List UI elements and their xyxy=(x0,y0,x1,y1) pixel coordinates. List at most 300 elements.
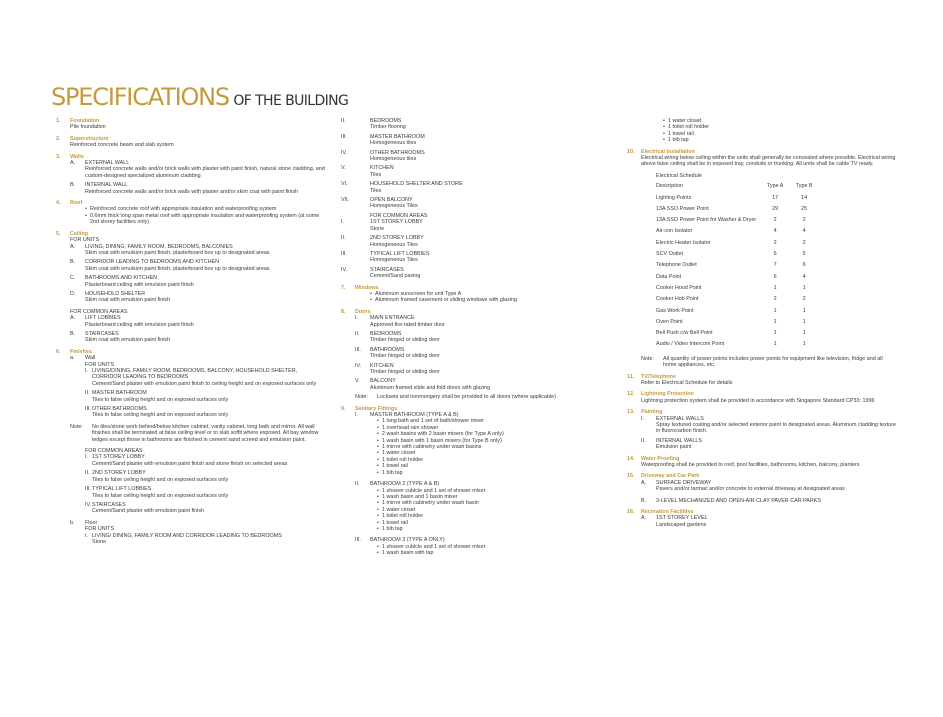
item-letter: A. xyxy=(70,315,76,322)
page-title xyxy=(51,83,348,111)
note-body: Locksets and ironmongery shall be provided to all doors (where applicable) xyxy=(377,394,556,401)
group-label: FOR COMMON AREAS xyxy=(85,448,143,455)
row-description: Telephone Outlet xyxy=(656,262,697,269)
item-body: Stone xyxy=(92,538,107,545)
group-label: FOR UNITS xyxy=(85,526,115,533)
section-lightning-protection xyxy=(627,391,897,404)
row-description: 13A SSO Power Point xyxy=(656,205,709,212)
row-type-a: 6 xyxy=(773,251,777,258)
item-heading: Floor xyxy=(85,519,98,526)
row-type-b: 5 xyxy=(802,251,806,258)
item-body: Skim coat with emulsion paint finish xyxy=(85,337,171,344)
table-header-row xyxy=(656,181,814,192)
section-number: 2. xyxy=(56,135,61,142)
item-number: III. xyxy=(341,133,347,140)
row-description: SCV Outlet xyxy=(656,251,683,258)
row-description: Data Point xyxy=(656,273,682,280)
item-heading: BALCONY xyxy=(370,378,396,385)
item-number: I. xyxy=(355,412,358,419)
row-type-b: 2 xyxy=(802,217,806,224)
item-body: Timber flooring xyxy=(370,124,406,131)
item-heading: HOUSEHOLD SHELTER xyxy=(85,290,146,297)
section-walls xyxy=(56,154,326,195)
item-body: Aluminum framed slide and fold doors with glazing xyxy=(370,384,491,391)
sub-item xyxy=(341,235,606,248)
table-row xyxy=(656,317,814,328)
row-description: Oven Point xyxy=(656,318,683,325)
bullet-list xyxy=(377,488,606,533)
item-heading: KITCHEN xyxy=(370,165,394,172)
item-body: Homogeneous Tiles xyxy=(370,257,418,264)
item-number: IV. xyxy=(85,501,92,508)
item-body: Landscaped gardens xyxy=(656,521,707,528)
item-number: II. xyxy=(341,235,346,242)
spec-item xyxy=(627,498,897,504)
spec-item xyxy=(341,363,606,376)
item-number: IV. xyxy=(341,266,348,273)
section-doors xyxy=(341,309,606,401)
section-title: Painting xyxy=(641,409,663,416)
schedule-title: Electrical Schedule xyxy=(656,172,702,179)
list-item: • 1 toilet roll holder xyxy=(377,513,606,519)
spec-item xyxy=(341,331,606,344)
item-body: Cement/Sand paving xyxy=(370,273,421,280)
item-body: Tiles to false ceiling height and on exposed surfaces only xyxy=(92,412,229,419)
section-body: Reinforced concrete beam and slab system xyxy=(70,142,174,149)
section-number: 16. xyxy=(627,509,635,516)
sub-item xyxy=(56,406,326,419)
section-superstructure xyxy=(56,136,326,149)
section-title: Superstructure xyxy=(70,135,109,142)
bullet-list xyxy=(377,544,606,557)
list-item: • Aluminum framed casement or sliding windows with glazing xyxy=(370,297,606,303)
row-type-a: 2 xyxy=(773,217,777,224)
item-body: Approved fire-rated timber door xyxy=(370,321,445,328)
spec-item xyxy=(56,160,326,179)
item-number: II. xyxy=(355,481,360,488)
row-type-a: 7 xyxy=(773,262,777,269)
item-number: IV. xyxy=(341,149,348,156)
bullet-list-continued xyxy=(663,118,897,144)
sub-item xyxy=(341,118,606,131)
section-number: 12. xyxy=(627,391,635,398)
list-item: • 1 toilet roll holder xyxy=(663,124,897,130)
item-heading: MASTER BATHROOM xyxy=(370,133,425,140)
electrical-schedule-table xyxy=(656,181,814,350)
row-type-b: 25 xyxy=(801,205,808,212)
section-finishes xyxy=(56,349,326,546)
item-heading: BEDROOMS xyxy=(370,330,402,337)
section-number: 5. xyxy=(56,230,61,237)
item-heading: BATHROOMS xyxy=(370,346,405,353)
item-heading: BATHROOM 3 (TYPE A ONLY) xyxy=(370,537,445,544)
item-heading: OTHER BATHROOMS xyxy=(370,149,425,156)
section-windows xyxy=(341,285,606,304)
item-number: I. xyxy=(85,368,88,374)
section-title: Roof xyxy=(70,200,83,207)
bullet-list xyxy=(370,291,606,304)
sub-item xyxy=(56,486,326,499)
list-item: • Reinforced concrete roof with appropriate insulation and waterproofing system xyxy=(85,206,326,212)
row-description: 13A SSO Power Point for Washer & Dryer xyxy=(656,217,757,224)
row-type-b: 6 xyxy=(802,262,806,269)
row-description: Lighting Points xyxy=(656,194,692,201)
item-heading: STAIRCASES xyxy=(85,330,119,337)
note xyxy=(56,424,326,443)
item-body: Cement/Sand plaster with emulsion paint finish xyxy=(92,508,205,515)
spec-item xyxy=(341,315,606,328)
section-title: Finishes xyxy=(70,348,92,355)
item-heading: OPEN BALCONY xyxy=(370,197,413,204)
column-2 xyxy=(341,118,606,557)
item-body: Tiles to false ceiling height and on exposed surfaces only xyxy=(92,492,229,499)
list-item: • 1 water closet xyxy=(377,450,606,456)
item-body: Tiles to false ceiling height and on exposed surfaces only xyxy=(92,476,229,483)
item-number: I. xyxy=(641,415,644,422)
row-type-a: 29 xyxy=(772,205,779,212)
item-heading: 1ST STOREY LEVEL xyxy=(656,515,708,522)
sub-item xyxy=(56,368,326,387)
column-3 xyxy=(627,118,897,528)
item-heading: 2ND STOREY LOBBY xyxy=(92,470,146,477)
bullet-list xyxy=(377,418,606,476)
sub-item xyxy=(341,150,606,163)
sub-item xyxy=(56,454,326,467)
note-label: Note: xyxy=(70,423,83,430)
row-type-a: 1 xyxy=(773,330,777,337)
list-item: • 1 towel rail xyxy=(377,463,606,469)
section-number: 9. xyxy=(341,405,346,412)
item-body: Homogeneous tiles xyxy=(370,140,417,147)
item-number: V. xyxy=(355,378,360,385)
item-letter: D. xyxy=(70,290,76,297)
table-row xyxy=(656,204,814,215)
note-body: No tiles/stone work behind/below kitchen cabinet, vanity cabinet, long bath and mirror. All wall finishes shall be terminated at false ceiling level or to slab soffit where exposed. All bay window ledges except those in bathrooms are finished in cement sand screed and emulsion paint. xyxy=(92,423,319,443)
row-description: Bell Push c/w Bell Point xyxy=(656,330,713,337)
group-label: FOR COMMON AREAS xyxy=(370,212,428,219)
spec-item xyxy=(56,259,326,272)
item-number: VI. xyxy=(341,181,348,188)
item-number: II. xyxy=(85,470,90,477)
item-heading: LIVING, DINING, FAMILY ROOM, BEDROOMS, BALCONIES xyxy=(85,243,233,250)
item-body: Skim coat with emulsion paint finish xyxy=(85,297,171,304)
row-type-b: 1 xyxy=(802,341,806,348)
section-painting xyxy=(627,409,897,450)
item-number: I. xyxy=(341,219,344,226)
column-1 xyxy=(56,118,326,545)
sub-item xyxy=(341,267,606,280)
row-type-b: 1 xyxy=(802,330,806,337)
row-description: Audio / Video Intercom Point xyxy=(656,341,725,348)
item-number: III. xyxy=(85,486,91,493)
table-row xyxy=(656,272,814,283)
item-number: II. xyxy=(355,330,360,337)
item-letter: B. xyxy=(70,259,76,266)
item-heading: EXTERNAL WALLS xyxy=(656,415,704,422)
table-row xyxy=(656,193,814,204)
item-heading: CORRIDOR LEADING TO BEDROOMS AND KITCHEN xyxy=(85,259,219,266)
item-body: Pavers and/or tarmac and/or concrete to external driveway at designated areas xyxy=(656,486,845,493)
item-body: Plasterboard ceiling with emulsion paint finish xyxy=(85,321,194,328)
item-number: III. xyxy=(341,250,347,257)
item-body: Skim coat with emulsion paint finish, plasterboard box up to designated areas xyxy=(85,265,270,272)
row-description: Cooker Hob Point xyxy=(656,296,699,303)
item-body: Stone xyxy=(370,225,385,232)
item-body: Tiles xyxy=(370,171,382,178)
section-number: 8. xyxy=(341,308,346,315)
item-heading: TYPICAL LIFT LOBBIES xyxy=(92,486,152,493)
item-body: Cement/Sand plaster with emulsion paint finish and stone finish on selected areas xyxy=(92,460,288,467)
group-label: FOR UNITS xyxy=(70,237,100,244)
item-number: I. xyxy=(85,454,88,461)
item-number: II. xyxy=(85,390,90,397)
item-letter: A. xyxy=(641,515,647,522)
title-main: SPECIFICATIONS xyxy=(51,83,229,111)
item-letter: B. xyxy=(70,182,76,189)
list-item: • 2 wash basins with 2 basin mixers (for Type A only) xyxy=(377,431,606,437)
header-type-a: Type A xyxy=(766,183,784,190)
item-heading: MASTER BATHROOM (TYPE A & B) xyxy=(370,412,459,419)
item-number: II. xyxy=(641,437,646,444)
row-description: Electric Heater Isolator xyxy=(656,239,711,246)
spec-item xyxy=(627,515,897,528)
section-title: Sanitary Fittings xyxy=(355,405,398,412)
row-type-a: 1 xyxy=(773,307,777,314)
table-row xyxy=(656,215,814,226)
sub-item xyxy=(56,533,326,546)
item-body: Homogeneous tiles xyxy=(370,156,417,163)
item-letter: C. xyxy=(70,275,76,282)
spec-item xyxy=(56,355,326,368)
row-type-b: 2 xyxy=(802,239,806,246)
item-heading: MAIN ENTRANCE xyxy=(370,315,415,322)
row-description: Gas Work Point xyxy=(656,307,694,314)
sub-item xyxy=(341,181,606,194)
list-item: • 1 bib tap xyxy=(663,137,897,143)
table-row xyxy=(656,283,814,294)
table-row xyxy=(656,249,814,260)
section-ceiling xyxy=(56,231,326,344)
spec-item xyxy=(56,244,326,257)
item-heading: Wall xyxy=(85,355,96,362)
section-electrical xyxy=(627,149,897,369)
row-description: Cooker Hood Point xyxy=(656,284,702,291)
item-body: Emulsion paint xyxy=(656,444,692,451)
list-item: • Aluminum sunscreen for unit Type A xyxy=(370,291,606,297)
item-letter: A. xyxy=(70,243,76,250)
spec-item xyxy=(56,315,326,328)
row-type-a: 17 xyxy=(772,194,779,201)
item-heading: EXTERNAL WALL xyxy=(85,160,130,167)
list-item: • 1 wash basin and 1 basin mixer xyxy=(377,494,606,500)
note-label: Note: xyxy=(355,394,368,401)
row-type-a: 4 xyxy=(773,228,777,235)
item-heading: 1ST STOREY LOBBY xyxy=(92,454,145,461)
section-title: Windows xyxy=(355,284,379,291)
item-heading: 2ND STOREY LOBBY xyxy=(370,235,424,242)
section-title: Electrical Installation xyxy=(641,148,695,155)
item-number: VII. xyxy=(341,197,350,204)
section-number: 13. xyxy=(627,409,635,416)
sub-item xyxy=(341,219,606,232)
section-title: Ceiling xyxy=(70,230,88,237)
item-heading: STAIRCASES xyxy=(370,266,404,273)
row-type-a: 2 xyxy=(773,239,777,246)
row-type-a: 1 xyxy=(773,341,777,348)
row-type-a: 2 xyxy=(773,296,777,303)
section-title: TV/Telephone xyxy=(641,373,676,380)
group-label: FOR UNITS xyxy=(85,361,115,368)
section-number: 4. xyxy=(56,200,61,207)
item-number: III. xyxy=(355,537,361,544)
item-number: III. xyxy=(355,346,361,353)
item-heading: 1ST STOREY LOBBY xyxy=(370,219,423,226)
header-type-b: Type B xyxy=(795,183,813,190)
section-body: Waterproofing shall be provided to roof, pool facilities, bathrooms, kitchen, balcony, planters xyxy=(641,461,860,468)
item-number: I. xyxy=(85,532,88,539)
section-body: Lightning protection system shall be provided in accordance with Singapore Standard CP33: 1996 xyxy=(641,397,875,404)
item-letter: B. xyxy=(641,497,647,504)
sub-item xyxy=(341,197,606,210)
bullet-list xyxy=(85,206,326,225)
item-heading: BATHROOMS AND KITCHEN xyxy=(85,275,158,282)
sub-item xyxy=(56,502,326,515)
note-label: Note: xyxy=(641,355,654,362)
list-item: • 1 towel rail xyxy=(377,520,606,526)
list-item: • 1 shower cubicle and 1 set of shower mixer xyxy=(377,544,606,550)
spec-item xyxy=(341,378,606,391)
section-number: 3. xyxy=(56,153,61,160)
section-recreation-facilities xyxy=(627,509,897,528)
section-title: Doors xyxy=(355,308,371,315)
row-type-a: 6 xyxy=(773,273,777,280)
section-number: 10. xyxy=(627,148,635,155)
item-letter: B. xyxy=(70,330,76,337)
item-heading: STAIRCASES xyxy=(92,501,126,508)
spec-item xyxy=(56,520,326,533)
spec-item xyxy=(627,480,897,493)
sub-item xyxy=(341,134,606,147)
sub-item xyxy=(341,251,606,264)
section-foundation xyxy=(56,118,326,131)
title-sub: OF THE BUILDING xyxy=(233,93,349,109)
row-type-a: 1 xyxy=(773,284,777,291)
section-sanitary-fittings xyxy=(341,406,606,557)
item-body: Reinforced concrete walls and/or brick walls with plaster with paint finish, natural stone cladding, and custom-designed specialized aluminum cladding xyxy=(85,166,325,179)
item-body: Tiles to false ceiling height and on exposed surfaces only xyxy=(92,396,229,403)
header-description: Description xyxy=(656,183,683,190)
item-number: I. xyxy=(355,315,358,322)
item-heading: TYPICAL LIFT LOBBIES xyxy=(370,250,430,257)
section-number: 7. xyxy=(341,284,346,291)
table-row xyxy=(656,226,814,237)
item-heading: MASTER BATHROOM xyxy=(92,390,147,397)
section-tv-telephone xyxy=(627,374,897,387)
item-heading: INTERNAL WALL xyxy=(85,182,128,189)
item-body: Cement/Sand plaster with emulsion paint finish to ceiling height and on exposed surfaces only xyxy=(92,380,317,387)
sub-item xyxy=(56,390,326,403)
section-roof xyxy=(56,200,326,226)
table-row xyxy=(656,328,814,339)
section-title: Recreation Facilities xyxy=(641,509,694,516)
item-heading: OTHER BATHROOMS xyxy=(92,406,147,413)
list-item: • 1 toilet roll holder xyxy=(377,457,606,463)
row-type-a: 1 xyxy=(773,318,777,325)
section-number: 1. xyxy=(56,118,61,124)
spec-item xyxy=(56,182,326,195)
item-body: Reinforced concrete walls and/or brick walls with plaster and/or skim coat with paint finish xyxy=(85,188,299,195)
row-type-b: 14 xyxy=(801,194,808,201)
section-title: Lightning Protection xyxy=(641,391,694,398)
row-type-b: 2 xyxy=(802,296,806,303)
list-item: • 1 water closet xyxy=(663,118,897,124)
section-title: Water Proofing xyxy=(641,455,680,462)
list-item: • 1 bib tap xyxy=(377,526,606,532)
note xyxy=(627,356,897,369)
sub-item xyxy=(56,470,326,483)
list-item: • 1 long bath and 1 set of bath/shower mixer xyxy=(377,418,606,424)
item-body: Plasterboard ceiling with emulsion paint finish xyxy=(85,281,194,288)
note-body: All quantity of power points includes power points for equipment like television, fridge and all home appliances, etc. xyxy=(663,355,883,369)
list-item: • 1 bib tap xyxy=(377,470,606,476)
table-row xyxy=(656,339,814,350)
list-item: • 1 towel rail xyxy=(663,131,897,137)
section-body: Electrical wiring below ceiling within the units shall generally be concealed where possible. Electrical wiring above false ceiling shall be in exposed tray, conduits or trunking. All units shall be cable TV ready. xyxy=(641,155,896,168)
item-heading: 3-LEVEL MECHANIZED AND OPEN-AIR CLAY PAVER CAR PARKS xyxy=(656,497,821,504)
table-row xyxy=(656,306,814,317)
spec-item xyxy=(56,331,326,344)
section-water-proofing xyxy=(627,456,897,469)
item-heading: INTERNAL WALLS xyxy=(656,437,703,444)
row-type-b: 1 xyxy=(802,284,806,291)
section-number: 14. xyxy=(627,455,635,462)
item-body: Skim coat with emulsion paint finish, plasterboard box up to designated areas xyxy=(85,249,270,256)
item-body: Tiles xyxy=(370,187,382,194)
row-type-b: 1 xyxy=(802,318,806,325)
list-item: • 0.6mm thick long span metal roof with appropriate insulation and waterproofing system (at some 2nd storey facilities only) xyxy=(85,213,326,226)
item-number: III. xyxy=(85,406,91,413)
item-number: IV. xyxy=(355,362,362,369)
item-body: Homogeneous Tiles xyxy=(370,241,418,248)
item-heading: LIVING/DINING, FAMILY ROOM, BEDROOMS, BALCONY, HOUSEHOLD SHELTER, CORRIDOR LEADING TO BEDROOMS xyxy=(92,368,298,381)
item-letter: a. xyxy=(70,355,75,362)
item-body: Homogeneous Tiles xyxy=(370,203,418,210)
section-body: Refer to Electrical Schedule for details xyxy=(641,379,733,386)
section-driveway-car-park xyxy=(627,473,897,504)
list-item: • 1 mirror with cabinetry under wash basins xyxy=(377,444,606,450)
item-letter: A. xyxy=(70,160,76,167)
spec-item xyxy=(627,416,897,435)
list-item: • 1 wash basin with tap xyxy=(377,550,606,556)
row-type-b: 1 xyxy=(802,307,806,314)
list-item: • 1 mirror with cabinetry under wash basin xyxy=(377,500,606,506)
item-heading: BATHROOM 2 (TYPE A & B) xyxy=(370,481,440,488)
item-heading: HOUSEHOLD SHELTER AND STORE xyxy=(370,181,463,188)
section-body: Pile foundation xyxy=(70,124,106,131)
note xyxy=(341,394,606,400)
table-row xyxy=(656,260,814,271)
section-number: 15. xyxy=(627,473,635,480)
list-item: • 1 water closet xyxy=(377,507,606,513)
group-label: FOR COMMON AREAS xyxy=(70,308,128,315)
item-number: V. xyxy=(341,165,346,172)
spec-item xyxy=(56,291,326,304)
section-title: Walls xyxy=(70,153,84,160)
list-item: • 1 shower cubicle and 1 set of shower mixer xyxy=(377,488,606,494)
item-body: Timber hinged or sliding door xyxy=(370,353,440,360)
item-number: II. xyxy=(341,118,346,124)
item-heading: LIFT LOBBIES xyxy=(85,315,121,322)
